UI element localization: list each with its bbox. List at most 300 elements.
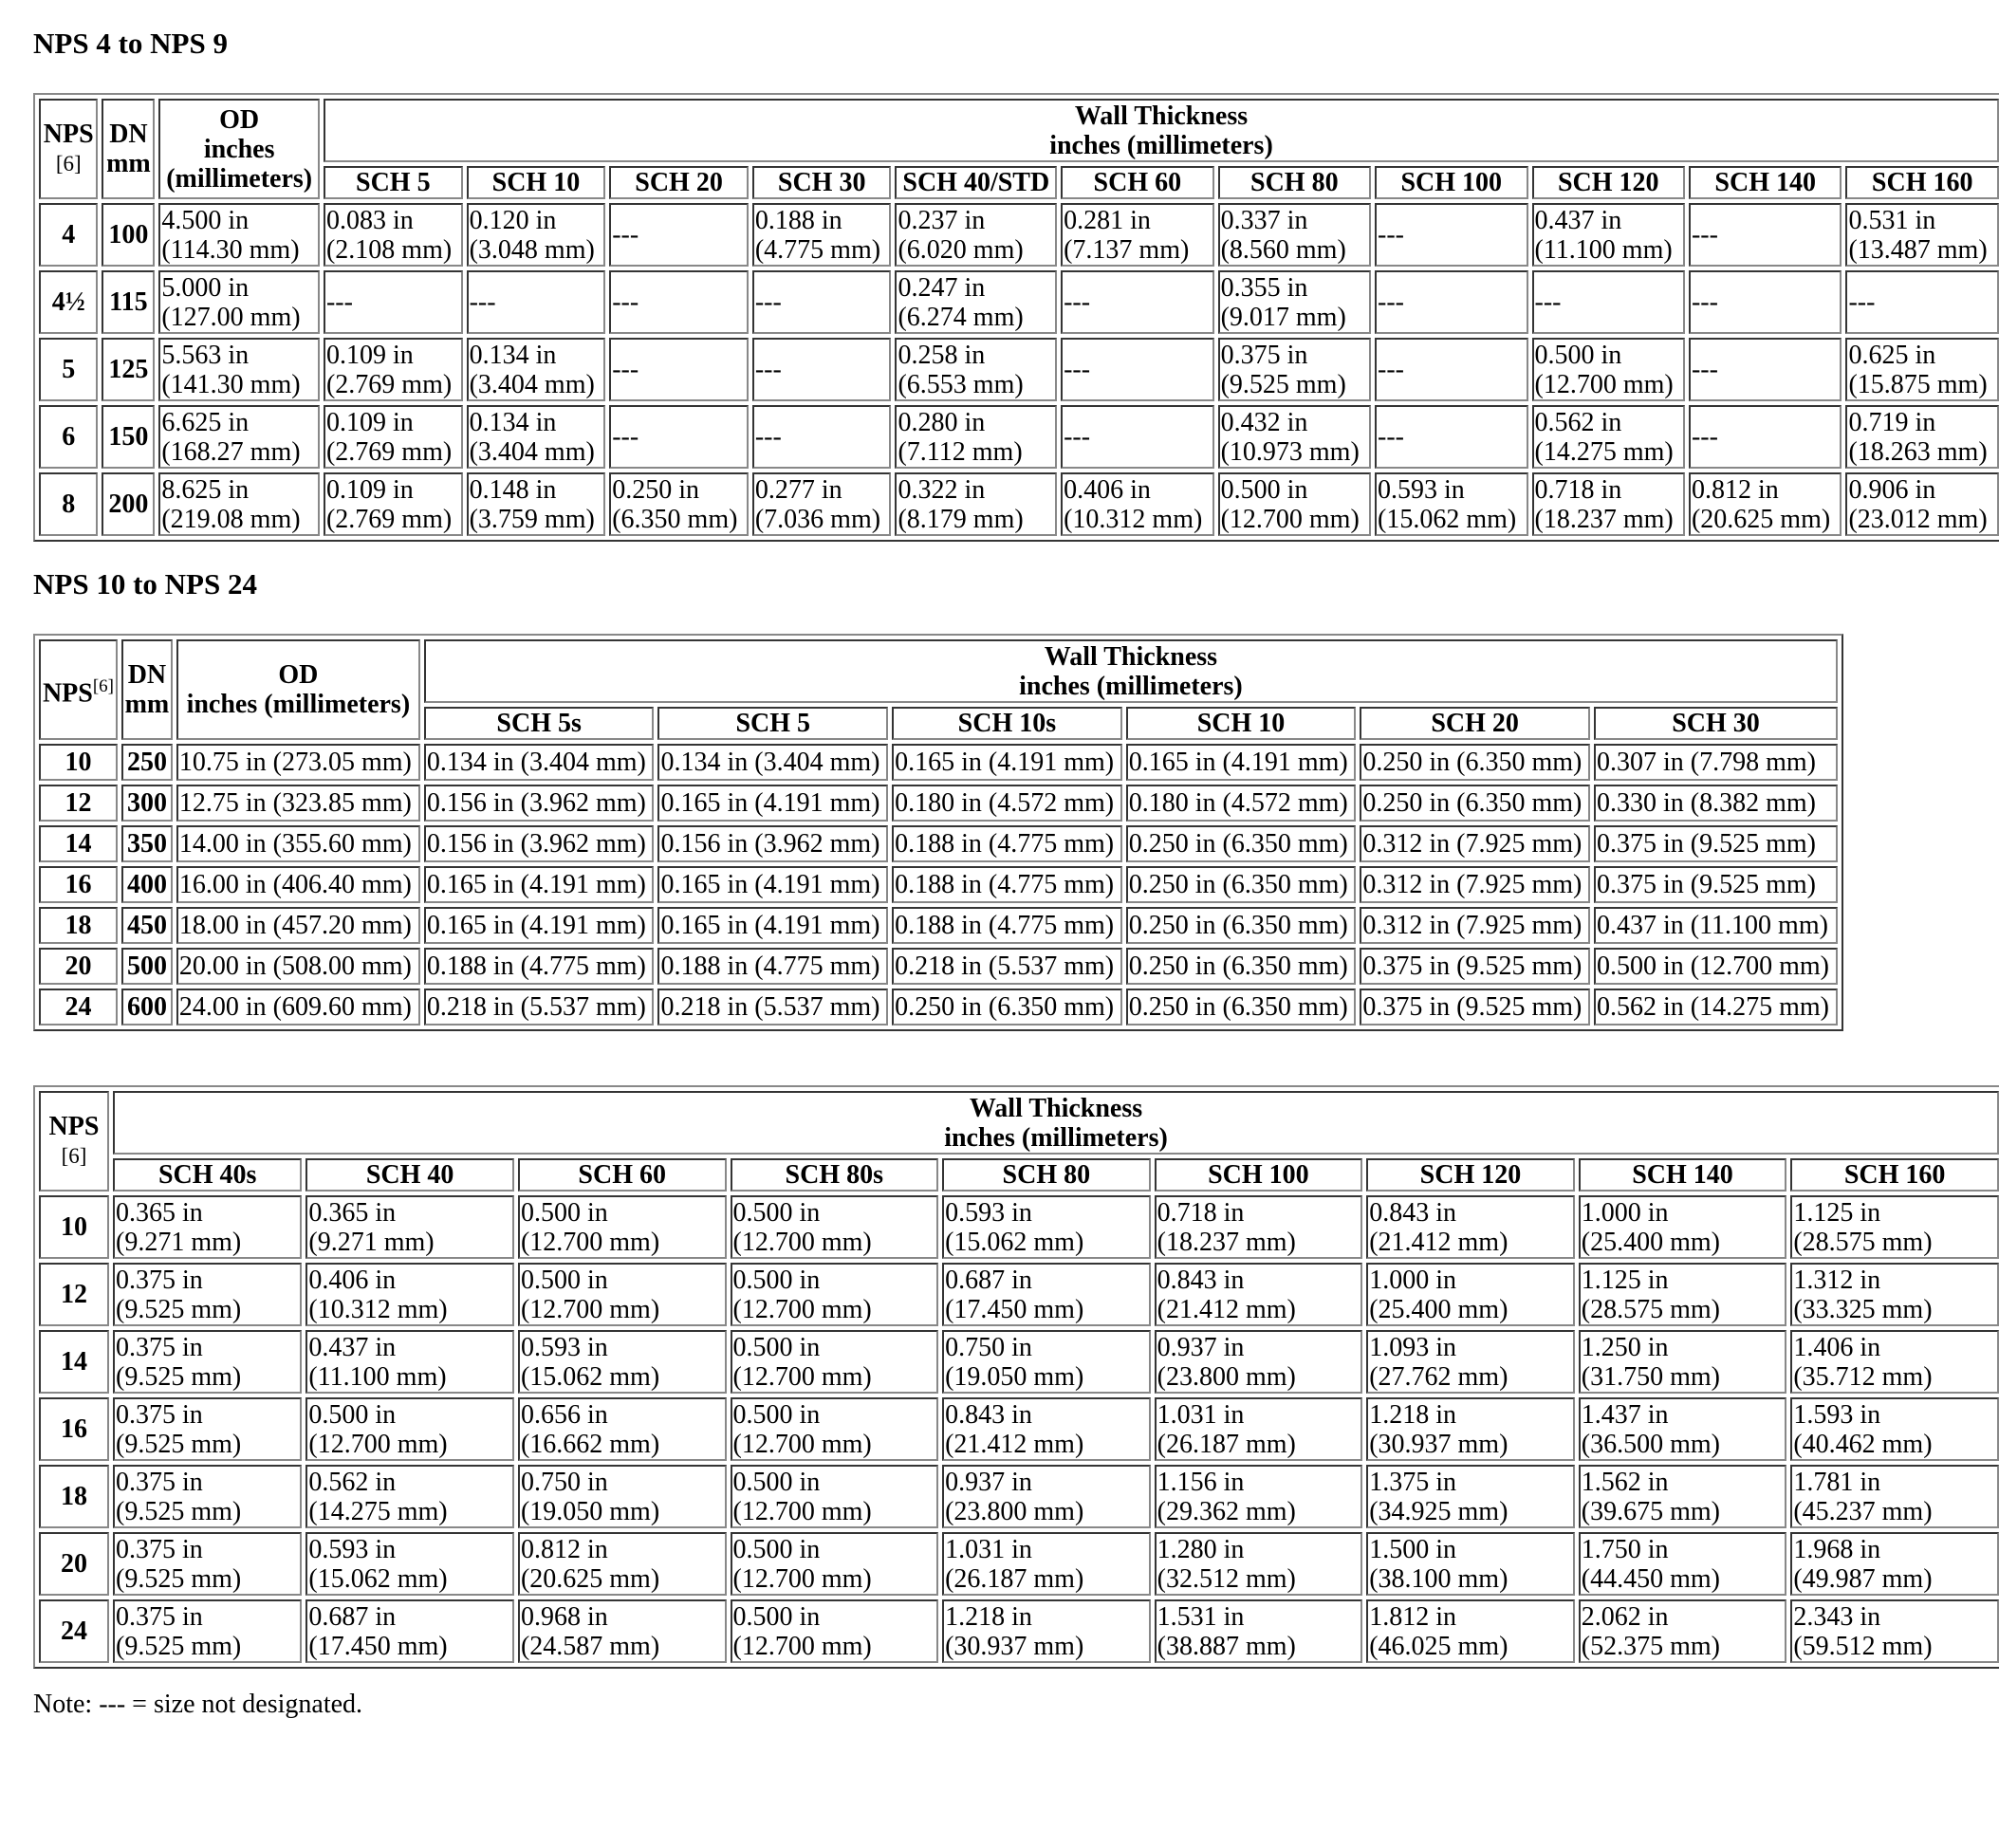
value-inches: 0.937 in	[945, 1467, 1032, 1497]
wall-thickness-cell	[1366, 1195, 1575, 1259]
schedule-header-sch-120: SCH 120	[1366, 1158, 1575, 1192]
value-millimeters: (141.30 mm)	[161, 369, 301, 399]
value-millimeters: (2.769 mm)	[325, 436, 453, 467]
wall-thickness-cell	[1366, 1465, 1575, 1528]
value-inches: 0.500 in	[732, 1265, 821, 1295]
value-inches: 1.375 in	[1369, 1467, 1456, 1497]
value-millimeters: (9.525 mm)	[116, 1496, 242, 1526]
value-inches: 0.937 in	[1157, 1332, 1245, 1362]
value-millimeters: (6.274 mm)	[898, 302, 1024, 332]
wall-thickness-cell: 0.188 in (4.775 mm)	[892, 825, 1122, 862]
value-inches: 0.365 in	[116, 1197, 203, 1228]
wall-thickness-cell: 0.165 in (4.191 mm)	[424, 907, 655, 944]
value-inches: 1.750 in	[1581, 1534, 1669, 1564]
wall-thickness-cell: 0.312 in (7.925 mm)	[1360, 907, 1590, 944]
wall-thickness-cell	[1366, 1397, 1575, 1461]
table-row	[39, 1263, 1999, 1326]
wall-thickness-cell	[1845, 405, 1999, 469]
wall-thickness-cell	[1790, 1599, 1999, 1663]
table-row	[39, 1465, 1999, 1528]
schedule-header-sch-5: SCH 5	[324, 166, 463, 199]
value-inches: 0.718 in	[1157, 1197, 1245, 1228]
value-inches: 1.031 in	[1157, 1399, 1245, 1430]
nps-cell: 16	[39, 1397, 109, 1461]
schedule-header-sch-30: SCH 30	[752, 166, 892, 199]
value-millimeters: (2.769 mm)	[325, 504, 453, 534]
schedule-header-sch-80: SCH 80	[942, 1158, 1151, 1192]
wall-thickness-cell	[609, 472, 749, 536]
table-row	[39, 203, 1999, 267]
wall-thickness-cell	[942, 1195, 1151, 1259]
value-millimeters: (24.587 mm)	[520, 1631, 660, 1661]
table-row	[39, 1532, 1999, 1596]
wall-thickness-cell	[1366, 1263, 1575, 1326]
wall-thickness-cell	[1218, 203, 1371, 267]
value-inches: 0.750 in	[945, 1332, 1032, 1362]
wall-thickness-cell	[752, 405, 892, 469]
value-millimeters: (46.025 mm)	[1369, 1631, 1509, 1661]
wall-thickness-cell	[1579, 1532, 1787, 1596]
value-inches: 0.500 in	[520, 1265, 608, 1295]
value-millimeters: (15.062 mm)	[945, 1227, 1084, 1257]
wall-thickness-cell: 0.156 in (3.962 mm)	[424, 785, 655, 822]
value-millimeters: (168.27 mm)	[161, 436, 301, 467]
value-inches: 0.500 in	[732, 1197, 821, 1228]
dn-cell: 200	[102, 472, 155, 536]
table-row	[39, 1195, 1999, 1259]
value-inches: 0.531 in	[1848, 205, 1936, 235]
value-millimeters: (23.800 mm)	[1157, 1361, 1296, 1392]
wall-thickness-cell: 0.134 in (3.404 mm)	[424, 744, 655, 781]
value-inches: 1.000 in	[1369, 1265, 1456, 1295]
nps-cell: 20	[39, 1532, 109, 1596]
value-millimeters: (30.937 mm)	[1369, 1429, 1509, 1459]
wall-thickness-cell	[1689, 203, 1842, 267]
wall-thickness-cell	[1845, 270, 1999, 334]
value-millimeters: (6.350 mm)	[612, 504, 738, 534]
wall-thickness-cell	[895, 472, 1057, 536]
wall-thickness-cell	[324, 203, 463, 267]
value-inches: 0.109 in	[325, 340, 414, 370]
wall-thickness-cell	[1790, 1465, 1999, 1528]
value-inches: ---	[754, 287, 782, 317]
nps-cell: 6	[39, 405, 98, 469]
value-millimeters: (9.017 mm)	[1220, 302, 1346, 332]
wall-thickness-cell	[1845, 472, 1999, 536]
value-inches: 0.237 in	[898, 205, 986, 235]
table-row	[39, 744, 1838, 781]
value-inches: 0.500 in	[732, 1534, 821, 1564]
value-millimeters: (36.500 mm)	[1581, 1429, 1720, 1459]
value-millimeters: (12.700 mm)	[732, 1631, 872, 1661]
wall-thickness-header: Wall Thickness inches (millimeters)	[324, 99, 1999, 162]
value-millimeters: (25.400 mm)	[1369, 1294, 1509, 1324]
wall-thickness-cell: 0.330 in (8.382 mm)	[1594, 785, 1838, 822]
table-row	[39, 1599, 1999, 1663]
value-inches: 0.134 in	[469, 340, 557, 370]
value-millimeters: (4.775 mm)	[754, 234, 881, 265]
value-millimeters: (219.08 mm)	[161, 504, 301, 534]
schedule-header-sch-80s: SCH 80s	[731, 1158, 939, 1192]
value-inches: 1.593 in	[1793, 1399, 1881, 1430]
schedule-header-sch-20: SCH 20	[1360, 707, 1590, 740]
wall-thickness-cell	[752, 338, 892, 401]
wall-thickness-cell	[609, 338, 749, 401]
value-millimeters: (2.769 mm)	[325, 369, 453, 399]
value-inches: 1.406 in	[1793, 1332, 1881, 1362]
od-header: OD inches (millimeters)	[158, 99, 320, 199]
schedule-header-sch-40: SCH 40	[305, 1158, 514, 1192]
wall-thickness-cell	[1155, 1397, 1363, 1461]
value-inches: 1.812 in	[1369, 1601, 1456, 1632]
wall-thickness-cell	[305, 1465, 514, 1528]
wall-thickness-cell	[609, 270, 749, 334]
wall-thickness-cell	[1375, 270, 1527, 334]
value-inches: 0.593 in	[945, 1197, 1032, 1228]
value-millimeters: (21.412 mm)	[945, 1429, 1084, 1459]
wall-thickness-cell	[1790, 1263, 1999, 1326]
wall-thickness-cell: 0.437 in (11.100 mm)	[1594, 907, 1838, 944]
wall-thickness-cell	[1155, 1532, 1363, 1596]
value-millimeters: (19.050 mm)	[945, 1361, 1084, 1392]
value-millimeters: (9.525 mm)	[116, 1631, 242, 1661]
value-inches: ---	[612, 355, 639, 384]
od-cell	[158, 472, 320, 536]
wall-thickness-cell	[1061, 338, 1213, 401]
schedule-header-sch-5s: SCH 5s	[424, 707, 655, 740]
value-inches: 8.625 in	[161, 474, 250, 505]
value-inches: 0.812 in	[520, 1534, 608, 1564]
wall-thickness-cell: 0.218 in (5.537 mm)	[892, 948, 1122, 985]
value-millimeters: (20.625 mm)	[1691, 504, 1831, 534]
value-inches: 0.906 in	[1848, 474, 1936, 505]
value-millimeters: (20.625 mm)	[520, 1563, 660, 1594]
value-millimeters: (29.362 mm)	[1157, 1496, 1296, 1526]
value-millimeters: (15.062 mm)	[308, 1563, 448, 1594]
wall-thickness-cell: 0.218 in (5.537 mm)	[424, 989, 655, 1026]
wall-thickness-cell: 0.375 in (9.525 mm)	[1360, 948, 1590, 985]
wall-thickness-cell	[1532, 338, 1685, 401]
wall-thickness-cell	[609, 405, 749, 469]
value-inches: ---	[1534, 287, 1562, 317]
value-inches: 1.562 in	[1581, 1467, 1669, 1497]
nps-cell: 18	[39, 1465, 109, 1528]
wall-thickness-cell	[1061, 270, 1213, 334]
wall-thickness-cell	[467, 338, 606, 401]
schedule-header-sch-10: SCH 10	[1126, 707, 1357, 740]
table-row	[39, 948, 1838, 985]
value-inches: 0.656 in	[520, 1399, 608, 1430]
value-inches: ---	[754, 355, 782, 384]
value-inches: 0.277 in	[754, 474, 842, 505]
dn-cell: 250	[121, 744, 173, 781]
value-millimeters: (9.525 mm)	[116, 1429, 242, 1459]
value-millimeters: (16.662 mm)	[520, 1429, 660, 1459]
value-millimeters: (33.325 mm)	[1793, 1294, 1933, 1324]
wall-thickness-cell: 0.562 in (14.275 mm)	[1594, 989, 1838, 1026]
value-inches: 1.156 in	[1157, 1467, 1245, 1497]
wall-thickness-cell	[518, 1330, 727, 1394]
nps-cell: 4	[39, 203, 98, 267]
value-inches: 0.250 in	[612, 474, 700, 505]
value-millimeters: (12.700 mm)	[732, 1429, 872, 1459]
value-inches: 1.968 in	[1793, 1534, 1881, 1564]
wall-thickness-cell	[113, 1263, 302, 1326]
nps-header: NPS[6]	[39, 639, 118, 740]
wall-thickness-cell	[1532, 405, 1685, 469]
nps-cell: 10	[39, 1195, 109, 1259]
wall-thickness-cell	[1579, 1195, 1787, 1259]
value-inches: 0.750 in	[520, 1467, 608, 1497]
wall-thickness-cell	[467, 472, 606, 536]
value-inches: ---	[612, 287, 639, 317]
table-row	[39, 338, 1999, 401]
table-nps-10-to-24-heavy	[33, 1085, 1999, 1669]
wall-thickness-cell	[518, 1397, 727, 1461]
wall-thickness-cell	[324, 338, 463, 401]
wall-thickness-cell	[1366, 1599, 1575, 1663]
wall-thickness-cell	[1375, 338, 1527, 401]
wall-thickness-cell	[731, 1599, 939, 1663]
wall-thickness-cell	[1218, 270, 1371, 334]
schedule-header-sch-60: SCH 60	[1061, 166, 1213, 199]
wall-thickness-cell	[1155, 1599, 1363, 1663]
wall-thickness-cell: 0.250 in (6.350 mm)	[1360, 785, 1590, 822]
value-inches: 0.406 in	[308, 1265, 397, 1295]
table-row	[39, 825, 1838, 862]
wall-thickness-cell	[895, 203, 1057, 267]
wall-thickness-cell	[1366, 1532, 1575, 1596]
value-inches: 0.812 in	[1691, 474, 1779, 505]
value-inches: 0.134 in	[469, 407, 557, 437]
value-millimeters: (12.700 mm)	[1534, 369, 1674, 399]
value-inches: 0.562 in	[308, 1467, 397, 1497]
dn-cell: 500	[121, 948, 173, 985]
wall-thickness-cell: 0.250 in (6.350 mm)	[892, 989, 1122, 1026]
wall-thickness-cell	[324, 405, 463, 469]
od-cell: 10.75 in (273.05 mm)	[176, 744, 420, 781]
value-millimeters: (15.875 mm)	[1848, 369, 1988, 399]
schedule-header-sch-120: SCH 120	[1532, 166, 1685, 199]
wall-thickness-cell: 0.165 in (4.191 mm)	[657, 866, 888, 903]
value-millimeters: (26.187 mm)	[1157, 1429, 1296, 1459]
value-inches: 0.148 in	[469, 474, 557, 505]
od-cell	[158, 338, 320, 401]
wall-thickness-cell	[1061, 203, 1213, 267]
value-millimeters: (45.237 mm)	[1793, 1496, 1933, 1526]
value-inches: 0.188 in	[754, 205, 842, 235]
value-inches: 0.500 in	[732, 1399, 821, 1430]
value-millimeters: (28.575 mm)	[1581, 1294, 1720, 1324]
value-millimeters: (18.237 mm)	[1157, 1227, 1296, 1257]
table-row	[39, 866, 1838, 903]
value-inches: ---	[1691, 287, 1718, 317]
value-millimeters: (3.048 mm)	[469, 234, 595, 265]
value-millimeters: (12.700 mm)	[732, 1227, 872, 1257]
wall-thickness-cell	[113, 1195, 302, 1259]
wall-thickness-cell: 0.188 in (4.775 mm)	[424, 948, 655, 985]
value-millimeters: (31.750 mm)	[1581, 1361, 1720, 1392]
value-millimeters: (40.462 mm)	[1793, 1429, 1933, 1459]
wall-thickness-cell	[1155, 1195, 1363, 1259]
table-row	[39, 405, 1999, 469]
wall-thickness-cell	[731, 1397, 939, 1461]
wall-thickness-cell	[1689, 338, 1842, 401]
wall-thickness-cell: 0.180 in (4.572 mm)	[1126, 785, 1357, 822]
value-inches: ---	[1378, 355, 1405, 384]
od-cell: 20.00 in (508.00 mm)	[176, 948, 420, 985]
wall-thickness-cell	[1375, 472, 1527, 536]
value-millimeters: (19.050 mm)	[520, 1496, 660, 1526]
value-inches: 1.125 in	[1581, 1265, 1669, 1295]
value-millimeters: (23.800 mm)	[945, 1496, 1084, 1526]
schedule-header-sch-10: SCH 10	[467, 166, 606, 199]
value-inches: 1.437 in	[1581, 1399, 1669, 1430]
value-millimeters: (12.700 mm)	[520, 1227, 660, 1257]
value-inches: 0.375 in	[116, 1534, 203, 1564]
table-row	[39, 907, 1838, 944]
value-inches: ---	[325, 287, 353, 317]
value-millimeters: (17.450 mm)	[945, 1294, 1084, 1324]
wall-thickness-cell	[1155, 1465, 1363, 1528]
schedule-header-sch-100: SCH 100	[1375, 166, 1527, 199]
value-millimeters: (34.925 mm)	[1369, 1496, 1509, 1526]
dn-cell: 400	[121, 866, 173, 903]
wall-thickness-cell: 0.312 in (7.925 mm)	[1360, 866, 1590, 903]
value-inches: 0.625 in	[1848, 340, 1936, 370]
wall-thickness-cell: 0.156 in (3.962 mm)	[424, 825, 655, 862]
footnote: Note: --- = size not designated.	[33, 1690, 363, 1719]
value-inches: ---	[754, 422, 782, 452]
value-inches: 0.500 in	[732, 1332, 821, 1362]
wall-thickness-cell: 0.250 in (6.350 mm)	[1360, 744, 1590, 781]
value-millimeters: (27.762 mm)	[1369, 1361, 1509, 1392]
value-inches: 5.563 in	[161, 340, 250, 370]
wall-thickness-cell	[1375, 405, 1527, 469]
value-millimeters: (8.179 mm)	[898, 504, 1024, 534]
dn-header: DN mm	[121, 639, 173, 740]
wall-thickness-cell	[1532, 472, 1685, 536]
value-millimeters: (7.112 mm)	[898, 436, 1023, 467]
value-inches: 0.843 in	[1369, 1197, 1456, 1228]
wall-thickness-cell	[518, 1532, 727, 1596]
value-inches: 1.312 in	[1793, 1265, 1881, 1295]
wall-thickness-cell	[518, 1465, 727, 1528]
dn-cell: 450	[121, 907, 173, 944]
od-cell: 14.00 in (355.60 mm)	[176, 825, 420, 862]
wall-thickness-cell	[1579, 1397, 1787, 1461]
wall-thickness-cell	[1061, 405, 1213, 469]
od-cell	[158, 270, 320, 334]
nps-cell: 5	[39, 338, 98, 401]
wall-thickness-header: Wall Thickness inches (millimeters)	[113, 1091, 1999, 1155]
wall-thickness-cell: 0.250 in (6.350 mm)	[1126, 907, 1357, 944]
wall-thickness-cell	[113, 1532, 302, 1596]
value-inches: 0.719 in	[1848, 407, 1936, 437]
value-millimeters: (127.00 mm)	[161, 302, 301, 332]
wall-thickness-cell	[1579, 1599, 1787, 1663]
wall-thickness-cell	[609, 203, 749, 267]
nps-cell: 10	[39, 744, 118, 781]
value-inches: 1.250 in	[1581, 1332, 1669, 1362]
value-millimeters: (11.100 mm)	[1534, 234, 1673, 265]
wall-thickness-cell	[1579, 1330, 1787, 1394]
value-millimeters: (49.987 mm)	[1793, 1563, 1933, 1594]
od-cell: 18.00 in (457.20 mm)	[176, 907, 420, 944]
wall-thickness-cell: 0.312 in (7.925 mm)	[1360, 825, 1590, 862]
value-inches: 2.062 in	[1581, 1601, 1669, 1632]
schedule-header-sch-100: SCH 100	[1155, 1158, 1363, 1192]
nps-cell: 8	[39, 472, 98, 536]
schedule-header-sch-40-std: SCH 40/STD	[895, 166, 1057, 199]
nps-cell: 24	[39, 989, 118, 1026]
value-millimeters: (3.759 mm)	[469, 504, 595, 534]
wall-thickness-cell	[467, 270, 606, 334]
value-millimeters: (10.312 mm)	[1064, 504, 1203, 534]
wall-thickness-cell	[305, 1532, 514, 1596]
value-millimeters: (12.700 mm)	[308, 1429, 448, 1459]
value-inches: 0.843 in	[945, 1399, 1032, 1430]
schedule-header-sch-160: SCH 160	[1845, 166, 1999, 199]
value-inches: 2.343 in	[1793, 1601, 1881, 1632]
value-inches: 0.500 in	[520, 1197, 608, 1228]
value-inches: 0.432 in	[1220, 407, 1308, 437]
value-millimeters: (18.263 mm)	[1848, 436, 1988, 467]
wall-thickness-cell	[1218, 472, 1371, 536]
wall-thickness-cell	[324, 270, 463, 334]
table-row	[39, 785, 1838, 822]
value-inches: 0.375 in	[116, 1467, 203, 1497]
value-inches: 0.437 in	[1534, 205, 1622, 235]
value-inches: 0.500 in	[732, 1601, 821, 1632]
value-inches: ---	[1378, 220, 1405, 249]
value-millimeters: (17.450 mm)	[308, 1631, 448, 1661]
section-title-nps-10-to-24: NPS 10 to NPS 24	[33, 567, 257, 601]
value-millimeters: (21.412 mm)	[1157, 1294, 1296, 1324]
value-inches: 0.109 in	[325, 407, 414, 437]
value-inches: 0.375 in	[116, 1399, 203, 1430]
wall-thickness-cell: 0.307 in (7.798 mm)	[1594, 744, 1838, 781]
wall-thickness-cell: 0.375 in (9.525 mm)	[1594, 866, 1838, 903]
wall-thickness-cell	[305, 1397, 514, 1461]
value-inches: ---	[1691, 355, 1718, 384]
value-inches: 0.562 in	[1534, 407, 1622, 437]
value-millimeters: (25.400 mm)	[1581, 1227, 1720, 1257]
wall-thickness-cell	[895, 270, 1057, 334]
value-millimeters: (8.560 mm)	[1220, 234, 1346, 265]
value-millimeters: (3.404 mm)	[469, 436, 595, 467]
wall-thickness-cell: 0.250 in (6.350 mm)	[1126, 866, 1357, 903]
value-millimeters: (10.973 mm)	[1220, 436, 1360, 467]
wall-thickness-cell	[1579, 1465, 1787, 1528]
wall-thickness-cell: 0.218 in (5.537 mm)	[657, 989, 888, 1026]
schedule-header-sch-30: SCH 30	[1594, 707, 1838, 740]
wall-thickness-cell	[1532, 270, 1685, 334]
wall-thickness-cell	[1218, 405, 1371, 469]
schedule-header-sch-140: SCH 140	[1579, 1158, 1787, 1192]
od-cell: 12.75 in (323.85 mm)	[176, 785, 420, 822]
section-title-nps-4-to-9: NPS 4 to NPS 9	[33, 27, 228, 60]
value-millimeters: (9.525 mm)	[116, 1294, 242, 1324]
value-millimeters: (12.700 mm)	[732, 1361, 872, 1392]
wall-thickness-cell	[305, 1195, 514, 1259]
value-millimeters: (9.525 mm)	[1220, 369, 1346, 399]
schedule-header-sch-40s: SCH 40s	[113, 1158, 302, 1192]
table-nps-10-to-24-light	[33, 634, 1843, 1031]
wall-thickness-cell	[1155, 1330, 1363, 1394]
wall-thickness-cell	[1790, 1330, 1999, 1394]
value-millimeters: (11.100 mm)	[308, 1361, 447, 1392]
